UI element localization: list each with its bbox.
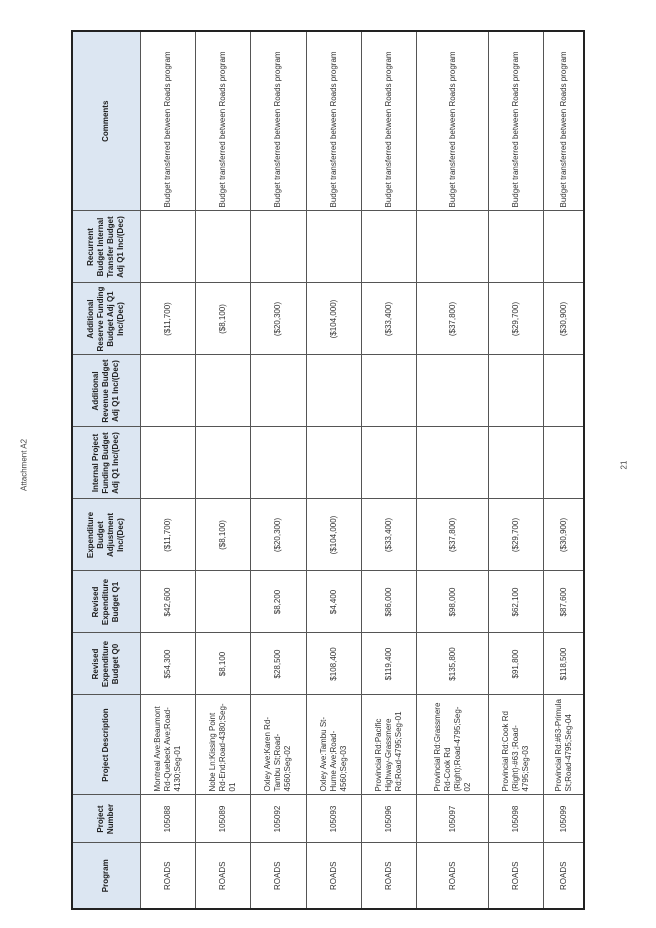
cell-q0: $108,400 bbox=[306, 633, 361, 695]
cell-q0: $91,800 bbox=[488, 633, 543, 695]
cell-description: Oxley Ave:Tambu St-Hume Ave;Road-4560;Seg-03 bbox=[306, 695, 361, 795]
cell-recurrent bbox=[140, 211, 195, 283]
cell-comments: Budget transferred between Roads program bbox=[195, 31, 250, 211]
cell-recurrent bbox=[306, 211, 361, 283]
cell-program: ROADS bbox=[488, 843, 543, 909]
cell-revenue bbox=[195, 355, 250, 427]
header-program: Program bbox=[72, 843, 140, 909]
cell-internal bbox=[544, 427, 584, 499]
cell-revenue bbox=[140, 355, 195, 427]
cell-internal bbox=[140, 427, 195, 499]
cell-recurrent bbox=[362, 211, 417, 283]
header-revised-q1: Revised Expenditure Budget Q1 bbox=[72, 571, 140, 633]
cell-adjustment: ($11,700) bbox=[140, 499, 195, 571]
cell-reserve: ($33,400) bbox=[362, 283, 417, 355]
cell-program: ROADS bbox=[251, 843, 306, 909]
cell-project-number: 105089 bbox=[195, 795, 250, 843]
cell-adjustment: ($37,800) bbox=[417, 499, 488, 571]
cell-program: ROADS bbox=[195, 843, 250, 909]
cell-recurrent bbox=[544, 211, 584, 283]
cell-project-number: 105099 bbox=[544, 795, 584, 843]
header-revised-q0: Revised Expenditure Budget Q0 bbox=[72, 633, 140, 695]
cell-project-number: 105098 bbox=[488, 795, 543, 843]
cell-description: Montreal Ave:Beaumont Rd-Quebeck Ave;Road-4130;Seg-01 bbox=[140, 695, 195, 795]
cell-reserve: ($20,300) bbox=[251, 283, 306, 355]
cell-q0: $119,400 bbox=[362, 633, 417, 695]
header-additional-reserve: Additional Reserve Funding Budget Adj Q1 Inc/(Dec) bbox=[72, 283, 140, 355]
cell-program: ROADS bbox=[362, 843, 417, 909]
cell-q1: $98,000 bbox=[417, 571, 488, 633]
cell-revenue bbox=[251, 355, 306, 427]
cell-comments: Budget transferred between Roads program bbox=[362, 31, 417, 211]
table-row bbox=[251, 31, 306, 909]
header-recurrent-transfer: Recurrent Budget Internal Transfer Budget Adj Q1 Inc/(Dec) bbox=[72, 211, 140, 283]
cell-q1: $62,100 bbox=[488, 571, 543, 633]
cell-q0: $135,800 bbox=[417, 633, 488, 695]
cell-reserve: ($30,900) bbox=[544, 283, 584, 355]
cell-comments: Budget transferred between Roads program bbox=[140, 31, 195, 211]
table-header-row bbox=[72, 31, 140, 909]
cell-reserve: ($11,700) bbox=[140, 283, 195, 355]
cell-project-number: 105096 bbox=[362, 795, 417, 843]
cell-comments: Budget transferred between Roads program bbox=[488, 31, 543, 211]
cell-program: ROADS bbox=[544, 843, 584, 909]
cell-reserve: ($37,800) bbox=[417, 283, 488, 355]
cell-internal bbox=[362, 427, 417, 499]
attachment-label: Attachment A2 bbox=[19, 438, 29, 492]
header-project-description: Project Description bbox=[72, 695, 140, 795]
cell-internal bbox=[306, 427, 361, 499]
header-expenditure-adjustment: Expenditure Budget Adjustment Inc/(Dec) bbox=[72, 499, 140, 571]
header-internal-funding: Internal Project Funding Budget Adj Q1 Inc/(Dec) bbox=[72, 427, 140, 499]
cell-project-number: 105097 bbox=[417, 795, 488, 843]
table-row bbox=[544, 31, 584, 909]
cell-reserve: ($29,700) bbox=[488, 283, 543, 355]
cell-comments: Budget transferred between Roads program bbox=[251, 31, 306, 211]
table-row bbox=[140, 31, 195, 909]
cell-q1 bbox=[195, 571, 250, 633]
cell-internal bbox=[195, 427, 250, 499]
table-row bbox=[195, 31, 250, 909]
cell-description: Provincial Rd:Grassmere Rd-Cook Rd (Right);Road-4795;Seg-02 bbox=[417, 695, 488, 795]
cell-description: Nobe Ln:Kissing Point Rd-End;Road-4380;Seg-01 bbox=[195, 695, 250, 795]
cell-recurrent bbox=[417, 211, 488, 283]
table-row bbox=[417, 31, 488, 909]
cell-revenue bbox=[306, 355, 361, 427]
cell-recurrent bbox=[488, 211, 543, 283]
cell-q1: $87,600 bbox=[544, 571, 584, 633]
cell-revenue bbox=[362, 355, 417, 427]
cell-internal bbox=[488, 427, 543, 499]
cell-adjustment: ($30,900) bbox=[544, 499, 584, 571]
cell-description: Oxley Ave:Karen Rd-Tambu St;Road-4560;Seg-02 bbox=[251, 695, 306, 795]
table-row bbox=[488, 31, 543, 909]
cell-project-number: 105092 bbox=[251, 795, 306, 843]
header-additional-revenue: Additional Revenue Budget Adj Q1 Inc/(Dec) bbox=[72, 355, 140, 427]
cell-comments: Budget transferred between Roads program bbox=[306, 31, 361, 211]
cell-q0: $28,500 bbox=[251, 633, 306, 695]
cell-q0: $8,100 bbox=[195, 633, 250, 695]
cell-adjustment: ($8,100) bbox=[195, 499, 250, 571]
cell-q1: $86,000 bbox=[362, 571, 417, 633]
cell-internal bbox=[417, 427, 488, 499]
cell-recurrent bbox=[251, 211, 306, 283]
cell-description: Provincial Rd:Cook Rd (Right)-#63 ;Road-4795;Seg-03 bbox=[488, 695, 543, 795]
cell-revenue bbox=[544, 355, 584, 427]
cell-description: Provincial Rd:#63-Primula St;Road-4795;Seg-04 bbox=[544, 695, 584, 795]
cell-reserve: ($104,000) bbox=[306, 283, 361, 355]
cell-program: ROADS bbox=[417, 843, 488, 909]
cell-q0: $118,500 bbox=[544, 633, 584, 695]
cell-program: ROADS bbox=[306, 843, 361, 909]
cell-project-number: 105093 bbox=[306, 795, 361, 843]
cell-adjustment: ($29,700) bbox=[488, 499, 543, 571]
cell-reserve: ($8,100) bbox=[195, 283, 250, 355]
cell-adjustment: ($20,300) bbox=[251, 499, 306, 571]
header-comments: Comments bbox=[72, 31, 140, 211]
page-number: 21 bbox=[619, 460, 629, 470]
rotated-table-container bbox=[71, 30, 585, 910]
cell-revenue bbox=[488, 355, 543, 427]
table-row bbox=[306, 31, 361, 909]
cell-q1: $42,600 bbox=[140, 571, 195, 633]
cell-adjustment: ($104,000) bbox=[306, 499, 361, 571]
cell-q1: $4,400 bbox=[306, 571, 361, 633]
cell-internal bbox=[251, 427, 306, 499]
cell-recurrent bbox=[195, 211, 250, 283]
budget-table bbox=[71, 30, 585, 910]
cell-q0: $54,300 bbox=[140, 633, 195, 695]
cell-description: Provincial Rd:Pacific Highway-Grassmere Rd;Road-4795;Seg-01 bbox=[362, 695, 417, 795]
cell-program: ROADS bbox=[140, 843, 195, 909]
cell-adjustment: ($33,400) bbox=[362, 499, 417, 571]
cell-q1: $8,200 bbox=[251, 571, 306, 633]
cell-comments: Budget transferred between Roads program bbox=[544, 31, 584, 211]
cell-comments: Budget transferred between Roads program bbox=[417, 31, 488, 211]
header-project-number: Project Number bbox=[72, 795, 140, 843]
table-row bbox=[362, 31, 417, 909]
cell-project-number: 105088 bbox=[140, 795, 195, 843]
cell-revenue bbox=[417, 355, 488, 427]
